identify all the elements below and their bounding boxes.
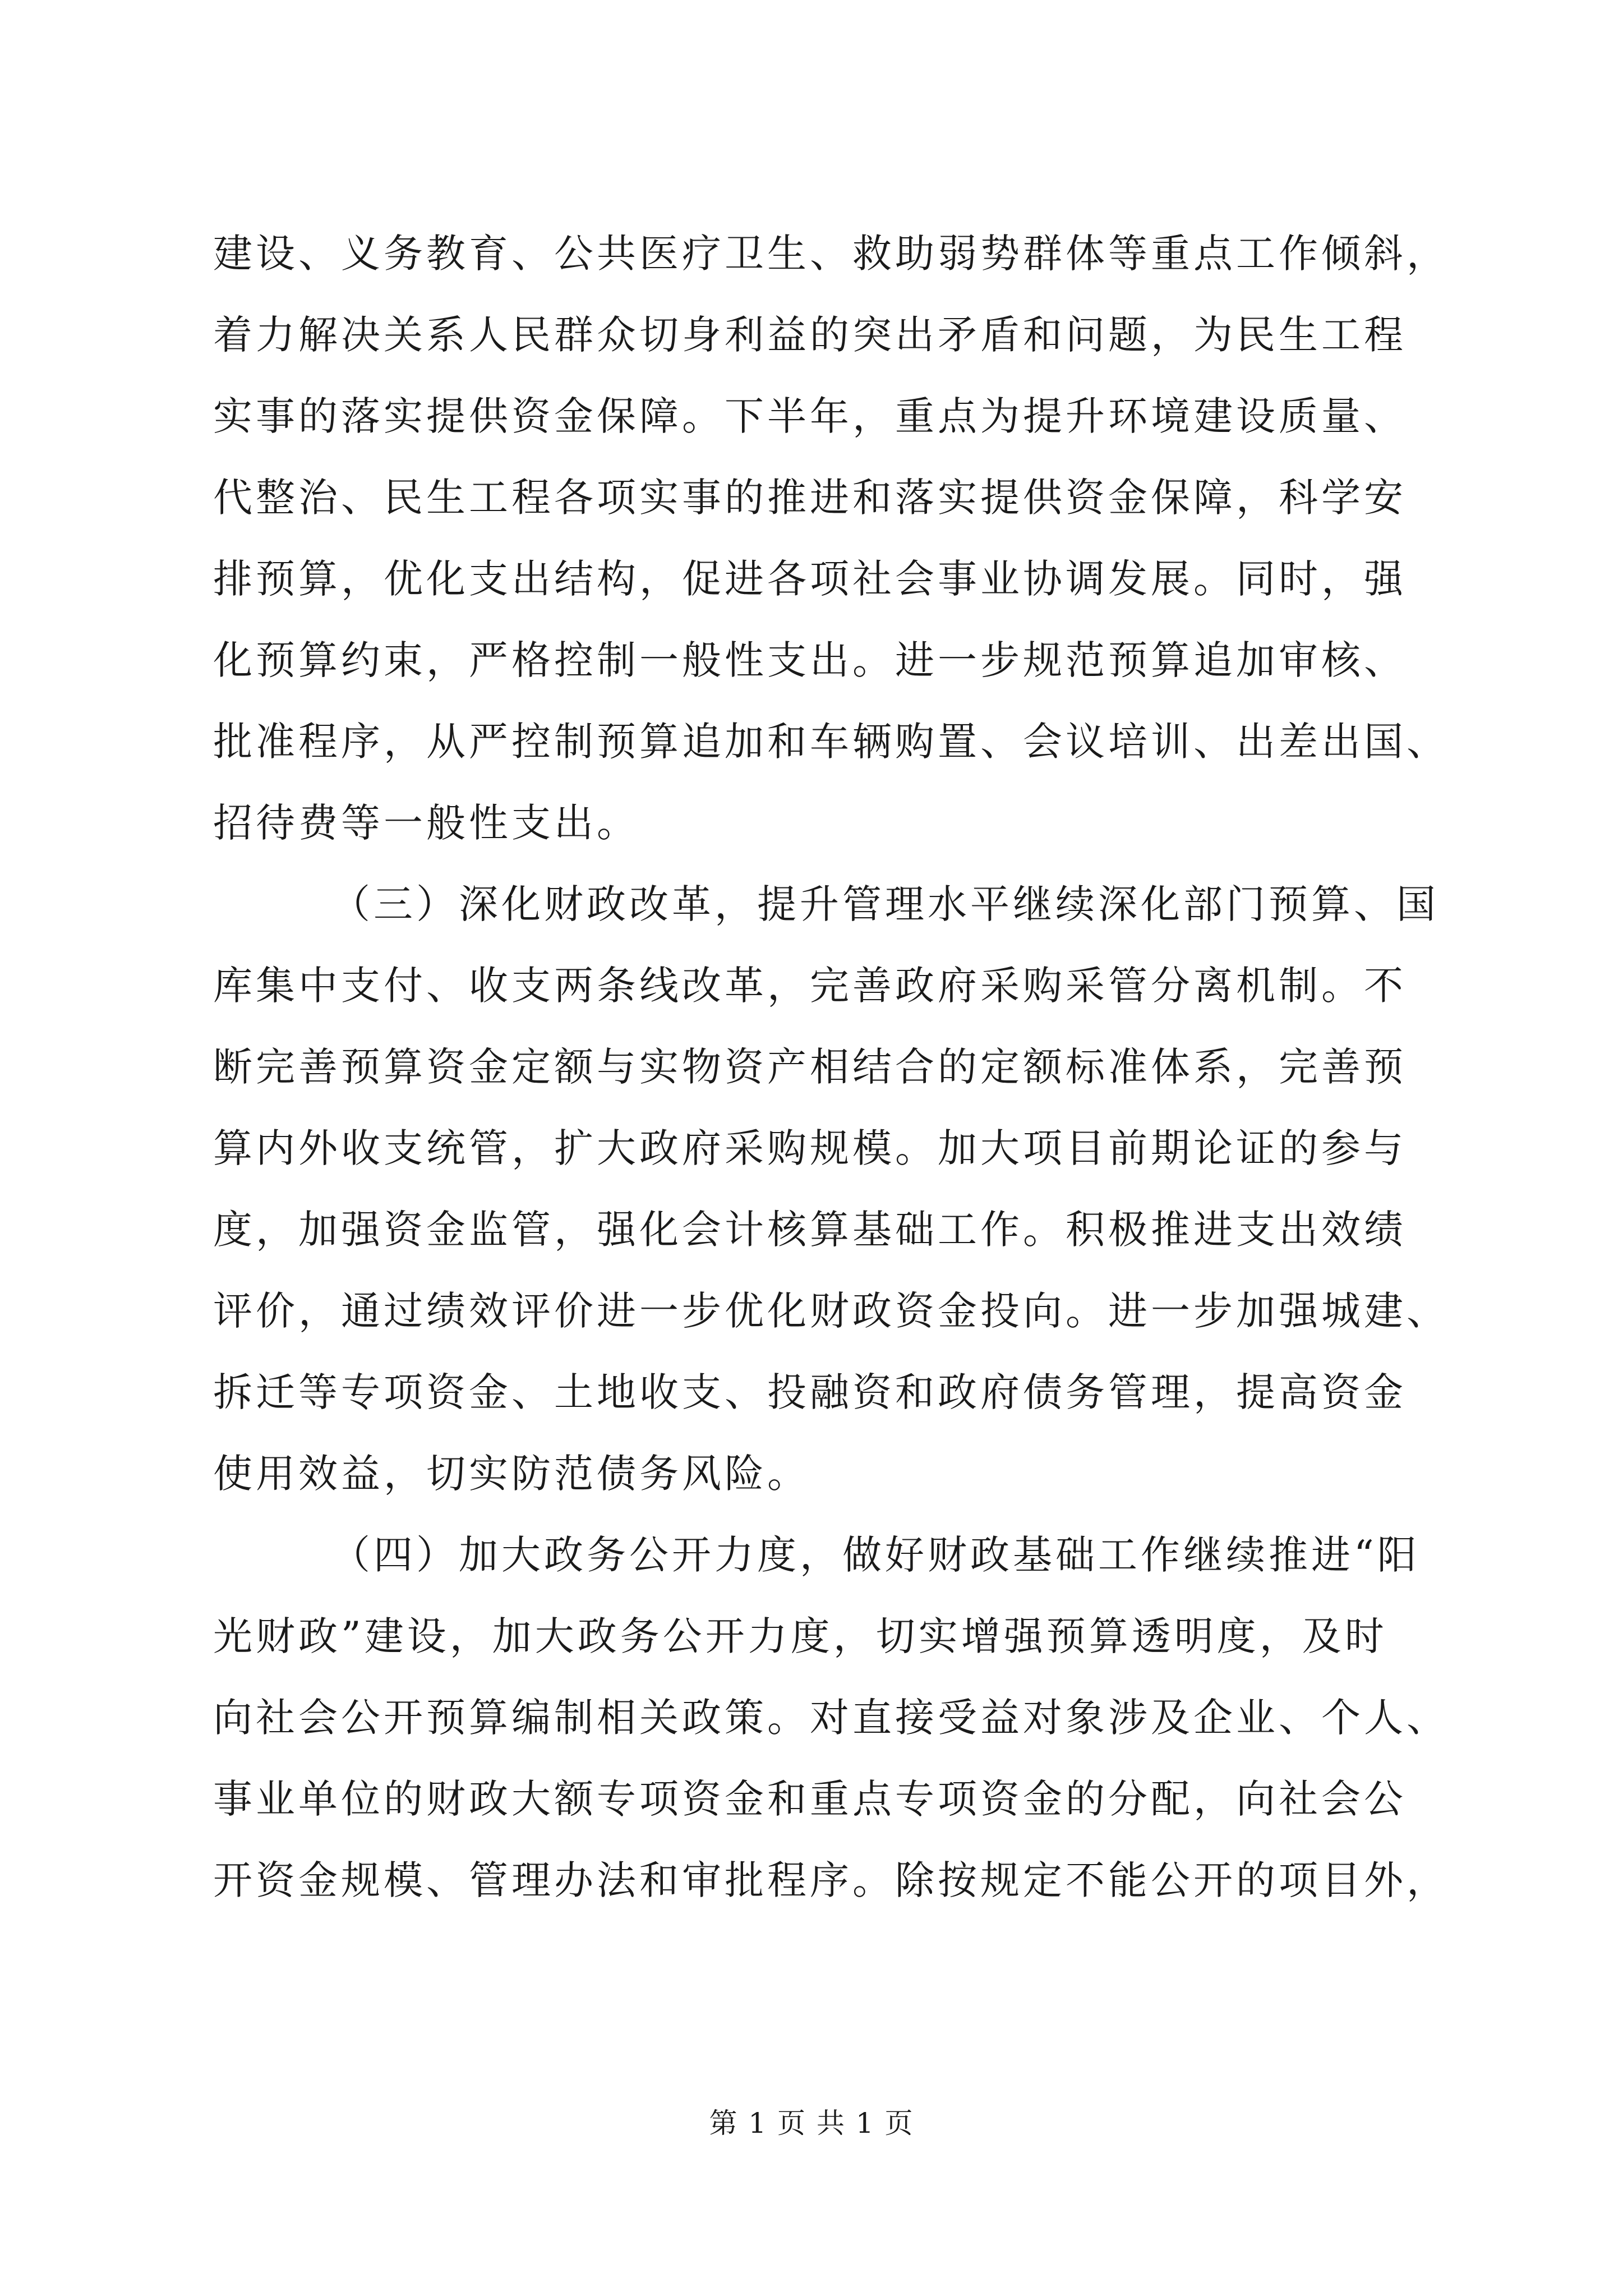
text-line: 评价，通过绩效评价进一步优化财政资金投向。进一步加强城建、 [213, 1288, 1449, 1334]
text-line: 招待费等一般性支出。 [213, 800, 639, 846]
text-line: 库集中支付、收支两条线改革，完善政府采购采管分离机制。不 [213, 963, 1407, 1009]
text-line: 化预算约束，严格控制一般性支出。进一步规范预算追加审核、 [213, 637, 1407, 683]
text-line: 着力解决关系人民群众切身利益的突出矛盾和问题，为民生工程 [213, 312, 1407, 358]
text-line: 度，加强资金监管，强化会计核算基础工作。积极推进支出效绩 [213, 1207, 1407, 1253]
page-footer: 第 1 页 共 1 页 [709, 2107, 914, 2139]
text-line: 排预算，优化支出结构，促进各项社会事业协调发展。同时，强 [213, 556, 1407, 602]
section-heading-line: （三）深化财政改革，提升管理水平继续深化部门预算、国 [331, 881, 1439, 927]
text-line: 建设、义务教育、公共医疗卫生、救助弱势群体等重点工作倾斜， [213, 231, 1449, 277]
text-line: 光财政”建设，加大政务公开力度，切实增强预算透明度，及时 [213, 1613, 1387, 1659]
text-line: 断完善预算资金定额与实物资产相结合的定额标准体系，完善预 [213, 1044, 1407, 1090]
section-heading-line: （四）加大政务公开力度，做好财政基础工作继续推进“阳 [331, 1532, 1420, 1578]
text-line: 拆迁等专项资金、土地收支、投融资和政府债务管理，提高资金 [213, 1369, 1407, 1415]
document-body [213, 213, 1447, 1921]
text-line: 事业单位的财政大额专项资金和重点专项资金的分配，向社会公 [213, 1776, 1407, 1822]
text-line: 代整治、民生工程各项实事的推进和落实提供资金保障，科学安 [213, 475, 1407, 521]
text-line: 开资金规模、管理办法和审批程序。除按规定不能公开的项目外， [213, 1857, 1449, 1903]
text-line: 向社会公开预算编制相关政策。对直接受益对象涉及企业、个人、 [213, 1695, 1449, 1741]
text-line: 使用效益，切实防范债务风险。 [213, 1451, 810, 1497]
text-line: 批准程序，从严控制预算追加和车辆购置、会议培训、出差出国、 [213, 719, 1449, 765]
text-line: 实事的落实提供资金保障。下半年，重点为提升环境建设质量、 [213, 393, 1407, 439]
text-line: 算内外收支统管，扩大政府采购规模。加大项目前期论证的参与 [213, 1125, 1407, 1171]
